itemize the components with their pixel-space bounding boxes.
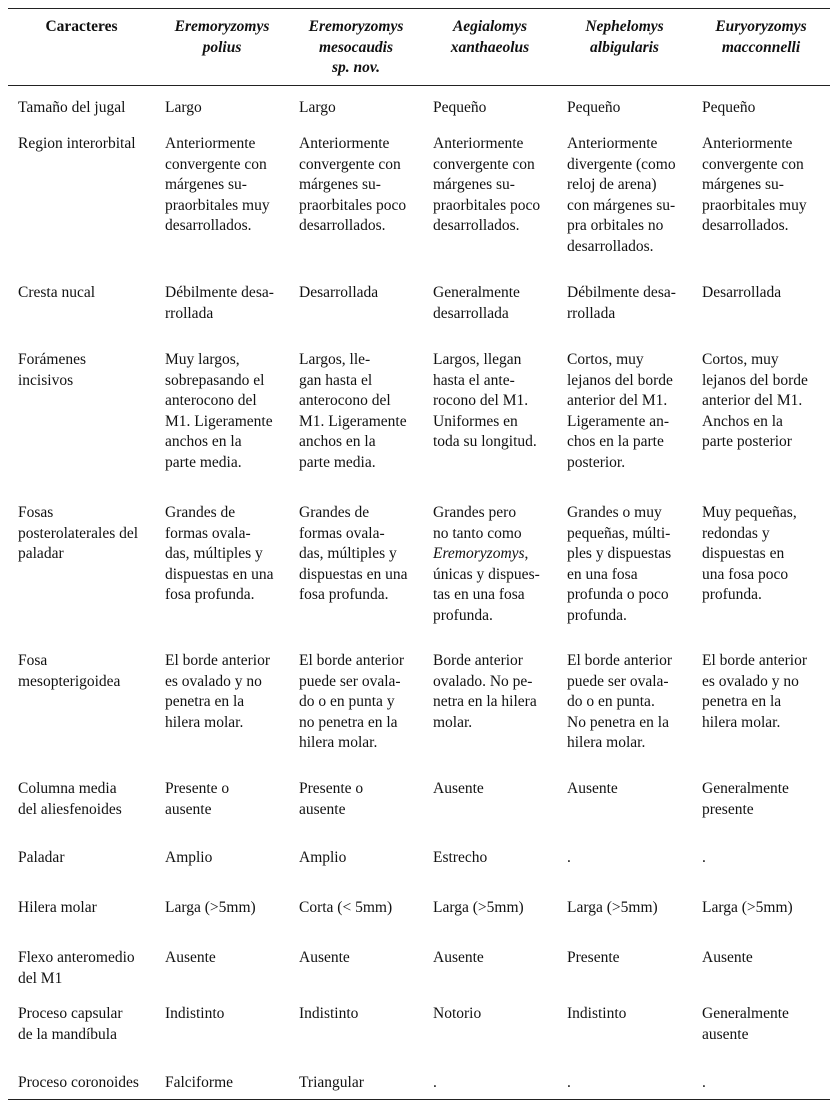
character-value-cell: Largo	[299, 98, 336, 116]
character-value-cell: Grandes de formas ovala- das, múltiples y dispuestas en una fosa profunda.	[299, 504, 408, 603]
character-value-cell: Débilmente desa- rrollada	[165, 284, 274, 322]
character-value-cell: Ausente	[433, 949, 484, 966]
table-row	[8, 350, 830, 503]
character-value-cell: Anteriormente convergente con márgenes su- praorbitales poco desarrollados.	[299, 135, 407, 234]
table-row	[8, 503, 830, 651]
character-value-cell: Generalmente desarrollada	[433, 284, 520, 322]
character-value-cell: Débilmente desa- rrollada	[567, 284, 676, 322]
character-name-cell: Tamaño del jugal	[18, 98, 126, 116]
character-value-cell: Grandes pero no tanto como Eremoryzomys, únicas y dispues- tas en una fosa profunda.	[433, 504, 540, 624]
header-caracteres: Caracteres	[45, 18, 118, 35]
character-value-cell: Anteriormente divergente (como reloj de arena) con márgenes su- pra orbitales no desarrollados.	[567, 135, 676, 255]
character-value-cell: Presente	[567, 949, 620, 966]
character-value-cell: Larga (>5mm)	[165, 899, 256, 916]
character-value-cell: Pequeño	[702, 98, 756, 116]
character-value-cell: Desarrollada	[702, 284, 782, 301]
character-value-cell: Amplio	[299, 849, 347, 866]
table-row	[8, 948, 830, 1004]
table-row	[8, 1073, 830, 1099]
character-value-cell: Ausente	[567, 780, 618, 797]
character-name-cell: Proceso capsular de la mandíbula	[18, 1005, 123, 1043]
table-row	[8, 85, 830, 134]
character-value-cell: Amplio	[165, 849, 213, 866]
character-value-cell: Anteriormente convergente con márgenes su- praorbitales muy desarrollados.	[702, 135, 807, 234]
character-value-cell: Ausente	[433, 780, 484, 797]
character-value-cell: Larga (>5mm)	[567, 899, 658, 916]
character-value-cell: Presente o ausente	[299, 780, 364, 818]
character-value-cell: Anteriormente convergente con márgenes su- praorbitales muy desarrollados.	[165, 135, 270, 234]
character-value-cell: Estrecho	[433, 849, 488, 866]
character-value-cell: Indistinto	[567, 1005, 627, 1022]
character-value-cell: Pequeño	[567, 98, 621, 116]
character-value-cell: Muy pequeñas, redondas y dispuestas en una fosa poco profunda.	[702, 504, 797, 603]
character-value-cell: Ausente	[165, 949, 216, 966]
character-value-cell: .	[567, 1074, 571, 1091]
character-value-cell: Ausente	[702, 949, 753, 966]
character-name-cell: Region interorbital	[18, 135, 136, 152]
character-name-cell: Cresta nucal	[18, 284, 96, 301]
character-value-cell: El borde anterior puede ser ovala- do o en punta. No penetra en la hilera molar.	[567, 652, 673, 751]
table-row	[8, 283, 830, 350]
character-value-cell: Desarrollada	[299, 284, 379, 301]
character-value-cell: .	[702, 1074, 706, 1091]
character-name-cell: Columna media del aliesfenoides	[18, 780, 122, 818]
character-name-cell: Proceso coronoides	[18, 1074, 139, 1091]
character-value-cell: .	[567, 849, 571, 866]
character-name-cell: Flexo anteromedio del M1	[18, 949, 135, 987]
character-value-cell: El borde anterior puede ser ovala- do o en punta y no penetra en la hilera molar.	[299, 652, 405, 751]
character-value-cell: Generalmente presente	[702, 780, 789, 818]
character-name-cell: Fosas posterolaterales del paladar	[18, 504, 139, 562]
character-value-cell: Largo	[165, 98, 202, 116]
character-value-cell: Presente o ausente	[165, 780, 230, 818]
table-row	[8, 651, 830, 779]
character-value-cell: Pequeño	[433, 98, 487, 116]
character-name-cell: Paladar	[18, 849, 65, 866]
character-value-cell: El borde anterior es ovalado y no penetra en la hilera molar.	[702, 652, 808, 731]
character-value-cell: Largos, lle- gan hasta el anterocono del M1. Ligeramente anchos en la parte media.	[299, 351, 407, 471]
character-value-cell: Grandes o muy pequeñas, múlti- ples y dispuestas en una fosa profunda o poco profunda.	[567, 504, 672, 624]
character-value-cell: .	[433, 1074, 437, 1091]
character-value-cell: Corta (< 5mm)	[299, 899, 393, 916]
character-value-cell: .	[702, 849, 706, 866]
table-row	[8, 779, 830, 848]
character-value-cell: El borde anterior es ovalado y no penetra en la hilera molar.	[165, 652, 271, 731]
header-species: Eremoryzomys polius	[174, 18, 270, 56]
character-value-cell: Larga (>5mm)	[433, 899, 524, 916]
header-row	[8, 9, 830, 86]
character-value-cell: Indistinto	[165, 1005, 225, 1022]
character-value-cell: Indistinto	[299, 1005, 359, 1022]
character-value-cell: Anteriormente convergente con márgenes su- praorbitales poco desarrollados.	[433, 135, 541, 234]
character-value-cell: Larga (>5mm)	[702, 899, 793, 916]
comparison-table-container	[8, 8, 830, 1100]
character-value-cell: Cortos, muy lejanos del borde anterior del M1. Anchos en la parte posterior	[702, 351, 808, 450]
table-row	[8, 848, 830, 898]
header-species: Aegialomys xanthaeolus	[450, 18, 530, 56]
table-row	[8, 898, 830, 948]
table-row	[8, 1004, 830, 1073]
character-value-cell: Muy largos, sobrepasando el anterocono del M1. Ligeramente anchos en la parte media.	[165, 351, 273, 471]
header-species: Eremoryzomys mesocaudis sp. nov.	[308, 18, 404, 76]
table-row	[8, 134, 830, 283]
character-value-cell: Triangular	[299, 1074, 364, 1091]
character-name-cell: Hilera molar	[18, 899, 97, 916]
character-value-cell: Ausente	[299, 949, 350, 966]
character-name-cell: Forámenes incisivos	[18, 351, 87, 389]
character-value-cell: Largos, llegan hasta el ante- rocono del M1. Uniformes en toda su longitud.	[433, 351, 537, 450]
header-species: Nephelomys albigularis	[585, 18, 664, 56]
character-value-cell: Generalmente ausente	[702, 1005, 789, 1043]
character-name-cell: Fosa mesopterigoidea	[18, 652, 121, 690]
character-value-cell: Falciforme	[165, 1074, 234, 1091]
character-value-cell: Grandes de formas ovala- das, múltiples y dispuestas en una fosa profunda.	[165, 504, 274, 603]
character-value-cell: Borde anterior ovalado. No pe- netra en la hilera molar.	[433, 652, 537, 731]
character-value-cell: Cortos, muy lejanos del borde anterior del M1. Ligeramente an- chos en la parte posterior.	[567, 351, 673, 471]
header-species: Euryoryzomys macconnelli	[715, 18, 807, 56]
characters-comparison-table	[8, 8, 830, 1100]
character-value-cell: Notorio	[433, 1005, 482, 1022]
